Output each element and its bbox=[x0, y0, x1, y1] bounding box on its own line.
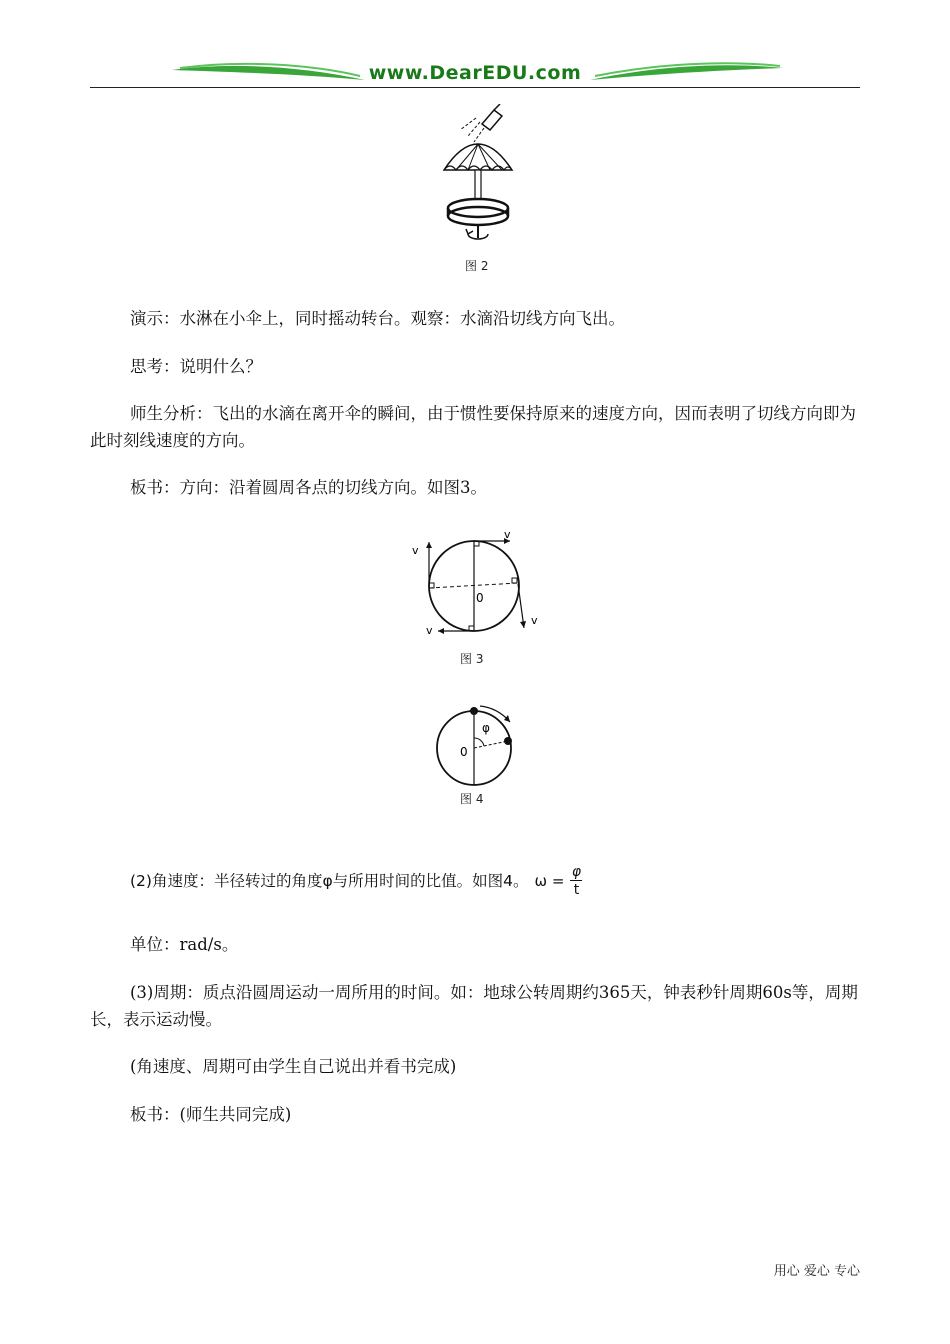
figure-4-caption: 图 4 bbox=[460, 792, 484, 806]
header-rule bbox=[90, 87, 860, 88]
paragraph-analysis bbox=[90, 400, 862, 454]
velocity-label-left: v bbox=[412, 544, 419, 557]
paragraph-think bbox=[90, 353, 862, 380]
angle-label-phi: φ bbox=[482, 721, 490, 735]
brand-logo-text: www.DearEDU.com bbox=[368, 62, 582, 84]
paragraph-board-direction bbox=[90, 474, 862, 501]
right-swoosh-decoration bbox=[585, 58, 785, 88]
figure-4-angle-diagram bbox=[428, 698, 528, 788]
demo-text: 演示：水淋在小伞上，同时摇动转台。观察：水滴沿切线方向飞出。 bbox=[130, 309, 625, 328]
formula-fraction bbox=[570, 864, 582, 899]
figure-3-caption: 图 3 bbox=[460, 652, 484, 666]
analysis-text: 师生分析：飞出的水滴在离开伞的瞬间，由于惯性要保持原来的速度方向，因而表明了切线方向即为此时刻线速度的方向。 bbox=[90, 404, 856, 450]
period-text: (3)周期：质点沿圆周运动一周所用的时间。如：地球公转周期约365天，钟表秒针周期60s等，周期长，表示运动慢。 bbox=[90, 983, 858, 1029]
center-label-fig4: 0 bbox=[460, 745, 468, 759]
formula-numerator: φ bbox=[571, 864, 582, 880]
center-label-fig3: 0 bbox=[476, 591, 484, 605]
paragraph-board-final bbox=[90, 1101, 862, 1128]
paragraph-note bbox=[90, 1053, 862, 1080]
formula-lhs: ω = bbox=[534, 872, 565, 890]
paragraph-demo bbox=[90, 305, 862, 332]
paragraph-unit bbox=[90, 931, 862, 958]
think-text: 思考：说明什么？ bbox=[130, 357, 262, 376]
paragraph-period bbox=[90, 979, 862, 1033]
figure-2-caption: 图 2 bbox=[465, 259, 489, 273]
note-text: (角速度、周期可由学生自己说出并看书完成) bbox=[130, 1057, 457, 1076]
velocity-label-bottom: v bbox=[426, 624, 433, 637]
figure-2-umbrella-turntable bbox=[430, 104, 530, 249]
page-footer: 用心 爱心 专心 bbox=[773, 1264, 860, 1279]
velocity-label-right: v bbox=[531, 614, 538, 627]
board-final-text: 板书：(师生共同完成) bbox=[130, 1105, 292, 1124]
velocity-label-top: v bbox=[504, 528, 511, 541]
angular-velocity-formula bbox=[535, 864, 583, 899]
board-direction-text: 板书：方向：沿着圆周各点的切线方向。如图3。 bbox=[130, 478, 487, 497]
paragraph-angular-velocity bbox=[90, 864, 862, 899]
figure-3-tangent-velocity-diagram bbox=[408, 528, 548, 638]
unit-text: 单位：rad/s。 bbox=[130, 935, 239, 954]
angular-velocity-text: (2)角速度：半径转过的角度φ与所用时间的比值。如图4。 bbox=[130, 872, 529, 890]
formula-denominator: t bbox=[573, 882, 580, 898]
page-header bbox=[90, 58, 860, 90]
